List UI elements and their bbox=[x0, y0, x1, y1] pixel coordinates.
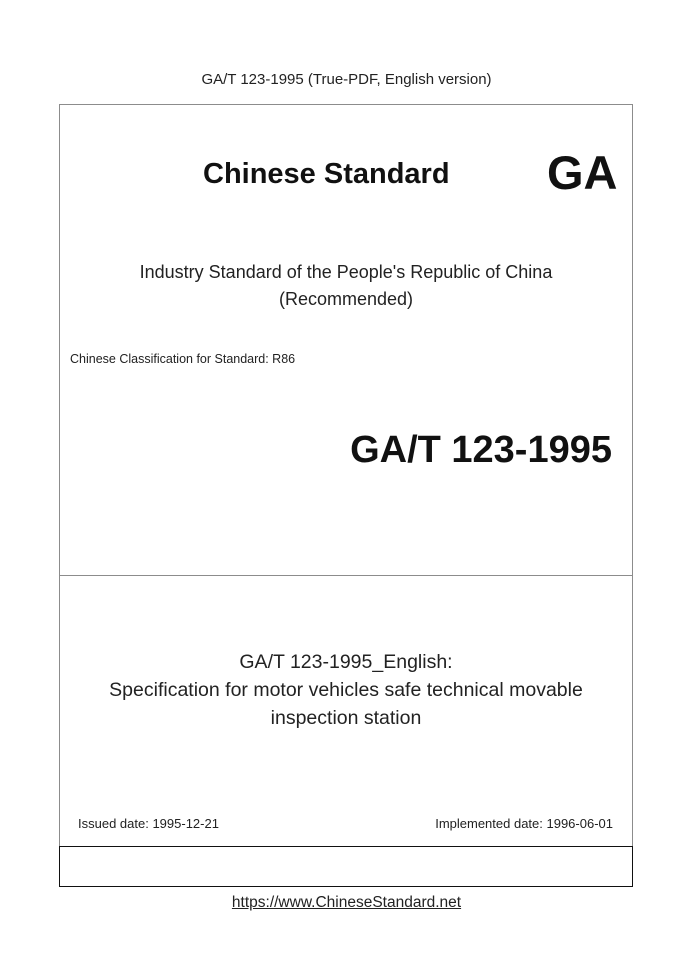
document-header: GA/T 123-1995 (True-PDF, English version) bbox=[201, 71, 492, 88]
issued-date: Issued date: 1995-12-21 bbox=[78, 816, 219, 831]
website-link[interactable]: https://www.ChineseStandard.net bbox=[231, 894, 462, 911]
industry-standard-text bbox=[60, 259, 632, 313]
classification-label: Chinese Classification for Standard: R86 bbox=[70, 352, 296, 366]
cover-frame bbox=[59, 104, 633, 887]
title-line-3: inspection station bbox=[270, 707, 422, 729]
industry-line-1: Industry Standard of the People's Republic of China bbox=[139, 262, 553, 282]
bottom-box bbox=[59, 846, 633, 887]
footer bbox=[0, 894, 693, 912]
title-line-2: Specification for motor vehicles safe technical movable bbox=[109, 679, 583, 701]
title-line-1: GA/T 123-1995_English: bbox=[239, 651, 453, 673]
ga-mark: GA bbox=[547, 146, 618, 199]
section-divider bbox=[60, 575, 632, 576]
chinese-standard-heading: Chinese Standard bbox=[203, 158, 450, 190]
standard-code: GA/T 123-1995 bbox=[350, 429, 612, 471]
standard-title bbox=[60, 648, 632, 732]
implemented-date: Implemented date: 1996-06-01 bbox=[435, 816, 613, 831]
industry-line-2: (Recommended) bbox=[278, 289, 414, 309]
